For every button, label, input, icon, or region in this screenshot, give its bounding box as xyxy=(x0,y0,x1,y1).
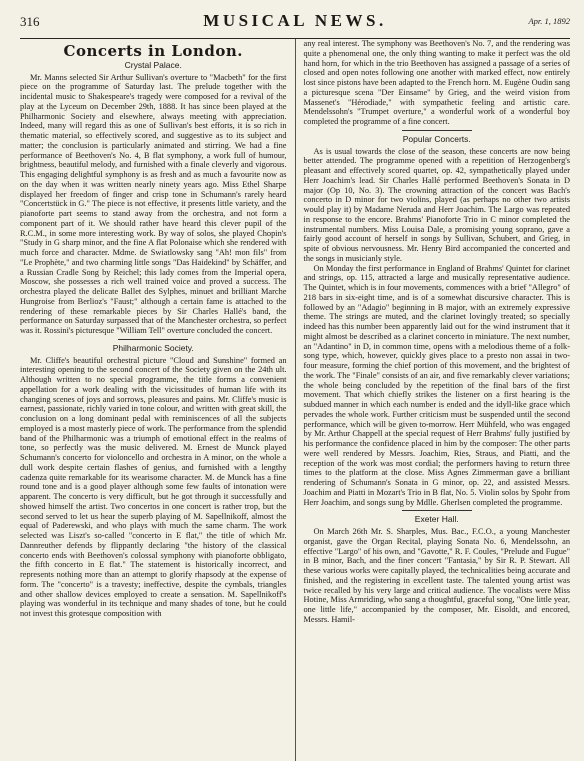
masthead: MUSICAL NEWS. xyxy=(203,11,387,30)
page-header xyxy=(20,10,570,39)
section-title-popular-concerts: Popular Concerts. xyxy=(402,133,471,144)
section-main-title: Concerts in London. xyxy=(63,42,243,60)
page-number: 316 xyxy=(20,14,40,29)
section-title-crystal-palace: Crystal Palace. xyxy=(124,59,182,70)
right-column xyxy=(295,39,571,761)
divider xyxy=(402,130,472,131)
divider xyxy=(402,510,472,511)
section-title-exeter-hall: Exeter Hall. xyxy=(414,514,459,525)
issue-date: Apr. 1, 1892 xyxy=(528,16,570,26)
article-paragraph: On March 26th Mr. S. Sharples, Mus. Bac., F.C.O., a young Manchester organist, gave the Organ Recital, playing Sonata No. 6, Mendelssohn, an effective "Largo" of his own, and "Gavotte," R. F. Coules, "Prelude and Fugue" in B minor, Bach, and the finer concert "Fantasia," by Sir R. P. Stewart. All these various works were capitally played, the technicalities being accurate and finished, and the registering in excellent taste. The talented young artist was twice recalled by his very large and critical audience. The vocalists were Miss Hotine, Miss Armriding, who sang a thoughtful, graceful song, "One little year, one little life," accompanied by the composer, Mr. Eisoldt, and encored, Messrs. Hamil- xyxy=(303,527,570,624)
section-title-philharmonic: Philharmonic Society. xyxy=(112,342,194,353)
left-column xyxy=(20,39,295,761)
columns xyxy=(20,39,570,761)
article-paragraph: On Monday the first performance in England of Brahms' Quintet for clarinet and strings, op. 115, attracted a large and musically representative audience. The Quintet, which is in four movements, commences with a brief "Allegro" of 218 bars in six-eight time, and is of a somewhat discursive character. This is followed by an "Adagio" beginning in B major, with an extremely expressive theme. The strings are muted, and the clarinet lovingly treated; so specially indeed has this number been apparently laid out for the wind instrument that it might almost be described as a clarinet concerto in miniature. The next number, an "Adantino" in D, in common time, opens with a melodious theme of a folk-song type, which, however, quickly gives place to a presto non assai in two-four measure, forming the chief portion of this movement, and the brightest of the work. The "Finale" consists of an air, and five remarkably clever variations; the whole being concluded by the repetition of the final bars of the first movement. That which chiefly strikes the listener on a first hearing is the subdued manner in which each number is ended and the idyll-like grace which pervades the whole work. Further criticism must be suspended until the second performance, which will be given to-morrow. Herr Mühfeld, who was engaged by Mr. Arthur Chappell at the special request of Herr Brahms' fully justified by his performance the confidence placed in him by the composer: The other parts were well rendered by Messrs. Joachim, Ries, Straus, and Piatti, and the reception of the work was most cordial; the performers having to return three times to the platform at the close. Miss Agnes Zimmerman gave a brilliant rendering of Schumann's Sonata in G minor, op. 22, and assisted Messrs. Joachim and Piatti in Mozart's Trio in B flat, No. 5. Violin solos by Spohr from Herr Joachim, and songs sung by Mdlle. Gherlsen completed the programme. xyxy=(303,263,570,507)
article-paragraph: Mr. Cliffe's beautiful orchestral picture "Cloud and Sunshine" formed an interesting opening to the second concert of the Society given on the 24th ult. Although written to no special programme, the title forms a convenient appellation for a work dealing with the vicissitudes of human life with its changing scenes of joys and sorrows, pleasures and pains. Mr. Cliffe's music is earnest, passionate, richly varied in tone colour, and written with great skill, the conclusion on a long dominant pedal with reminiscences of all the subjects employed is a most masterly piece of work. The performance from the splendid band of the Philharmonic was a triumph of emotional effect in the realms of tone, so perfectly was the music delivered. M. Ernest de Munck played Schumann's concerto for violoncello and orchestra in A minor, on the whole a dull work despite certain flashes of genius, and furnished with a lengthy cadenza quite remarkable for its wearisome character. M. de Munck has a fine round tone and is a good player although some few faults of intonation were apparent. The concerto is very difficult, but he got through it successfully and showed himself the artist. Two concertos in one concert is rather trop, but the second served to let us hear the superb playing of M. Sapellnikoff, almost the equal of Paderewski, and who plays with much the same charm. The work selected was Liszt's so-called "concerto in E flat," the title of which Mr. Dannreuther defends by flippantly declaring "the history of the classical concerto ends with Beethoven's colossal symphony with pianoforte obbligato, the fifth concerto in E flat." The statement is historically incorrect, and represents nothing more than an attempt to glorify rhapsody at the expense of form. The "concerto" is a travesty; ineffective, despite the cymbals, triangles and other shallow devices employed to create a sensation. M. Sapellnikoff's playing was wonderful in its technique and many shades of tone, but he could not invest this grotesque composition with xyxy=(20,355,287,618)
divider xyxy=(118,339,188,340)
article-paragraph: As is usual towards the close of the season, these concerts are now being better attended. The programme opened with a repetition of Herzogenberg's pleasant and effectively scored quartet, op. 42, sympathetically played under Herr Joachim's lead. Sir Charles Hallé performed Beethoven's Sonata in D major (Op 10, No. 3). The crowning attraction of the concert was Bach's concerto in D minor for two violins, played (as perhaps no other two artists would play it) by Madame Neruda and Herr Joachim. The Largo was repeated in response to the encore. Brahms' Pianoforte Trio in C minor completed the instrumental numbers. Miss Louisa Dale, a promising young soprano, gave a fairly good account of herself in songs by Sullivan, Schubert, and Grieg, in spite of obvious nervousness. Mr. Henry Bird accompanied the concerted and the songs in musicianly style. xyxy=(303,146,570,263)
article-paragraph: any real interest. The symphony was Beethoven's No. 7, and the rendering was quite a phenomenal one, the only thing wanting to make it perfect was the old hand horn, for which in the trio Beethoven has assigned a passage of a series of closed and open notes following one another with marked effect, now entirely lost since pistons have been adapted to the French horn. M. Eugène Oudin sang a picturesque scena "Der Einsame" by Grieg, and the weird vision from Massenet's "Hérodiade," with sympathetic feeling and artistic care. Mendelssohn's "Trumpet overture," a wonderful work of a wonderful boy completed the programme of a fine concert. xyxy=(303,39,570,126)
article-paragraph: Mr. Manns selected Sir Arthur Sullivan's overture to "Macbeth" for the first piece on the programme of Saturday last. The prelude together with the incidental music to Shakespeare's tragedy were composed for a revival of the play at the Lyceum on December 29th, 1888. It has since been played at the Philharmonic Society and elsewhere, always meeting with appreciation. Indeed, many will regard this as one of Sullivan's best efforts, it is so rich in thematic material, so effectively scored, and suggestive as to its subject and matter; the conclusion is particularly animated and stirring. We had a fine performance of Beethoven's No. 4, B flat symphony, a work full of humour, brightness, beautiful melody, and furnished with a finale cleverly and vigorous. This engaging delightful symphony is as fresh and as much a favourite now as on the day when it was written nearly ninety years ago. Miss Ethel Sharpe displayed her freedom of finger and crisp tone in Schumann's rarely heard "Concertstück in G." The piece is not effective, it presents little variety, and the pianoforte part seems to stand away from the orchestra, and not form a component part of it. We should rather have heard this clever pupil of the R.C.M., in some more interesting work. By way of solos, she played Chopin's "Study in G sharp minor, and the fine A flat Polonaise which she rendered with much force and character. Mdme. de Swiatlowsky sang "Ah! mon fils" from "Le Prophète," and two charming little songs "Das Haidekind" by Schäffer, and a Russian Cradle Song by Reichel; this lady comes from the Imperial opera, Moscow, she possesses a rich well trained voice and proved a success. The orchestra played the delicate Ballet des Sylphes, minuet and brilliant Marche Hungroise from Berlioz's "Faust;" although a certain fame is attached to the rendering of these remarkable pieces by Sir Charles Hallé's band, the performance on Saturday surpassed that of the Manchester orchestra, so perfect was it. Rossini's picturesque "William Tell" overture concluded the concert. xyxy=(20,72,287,335)
